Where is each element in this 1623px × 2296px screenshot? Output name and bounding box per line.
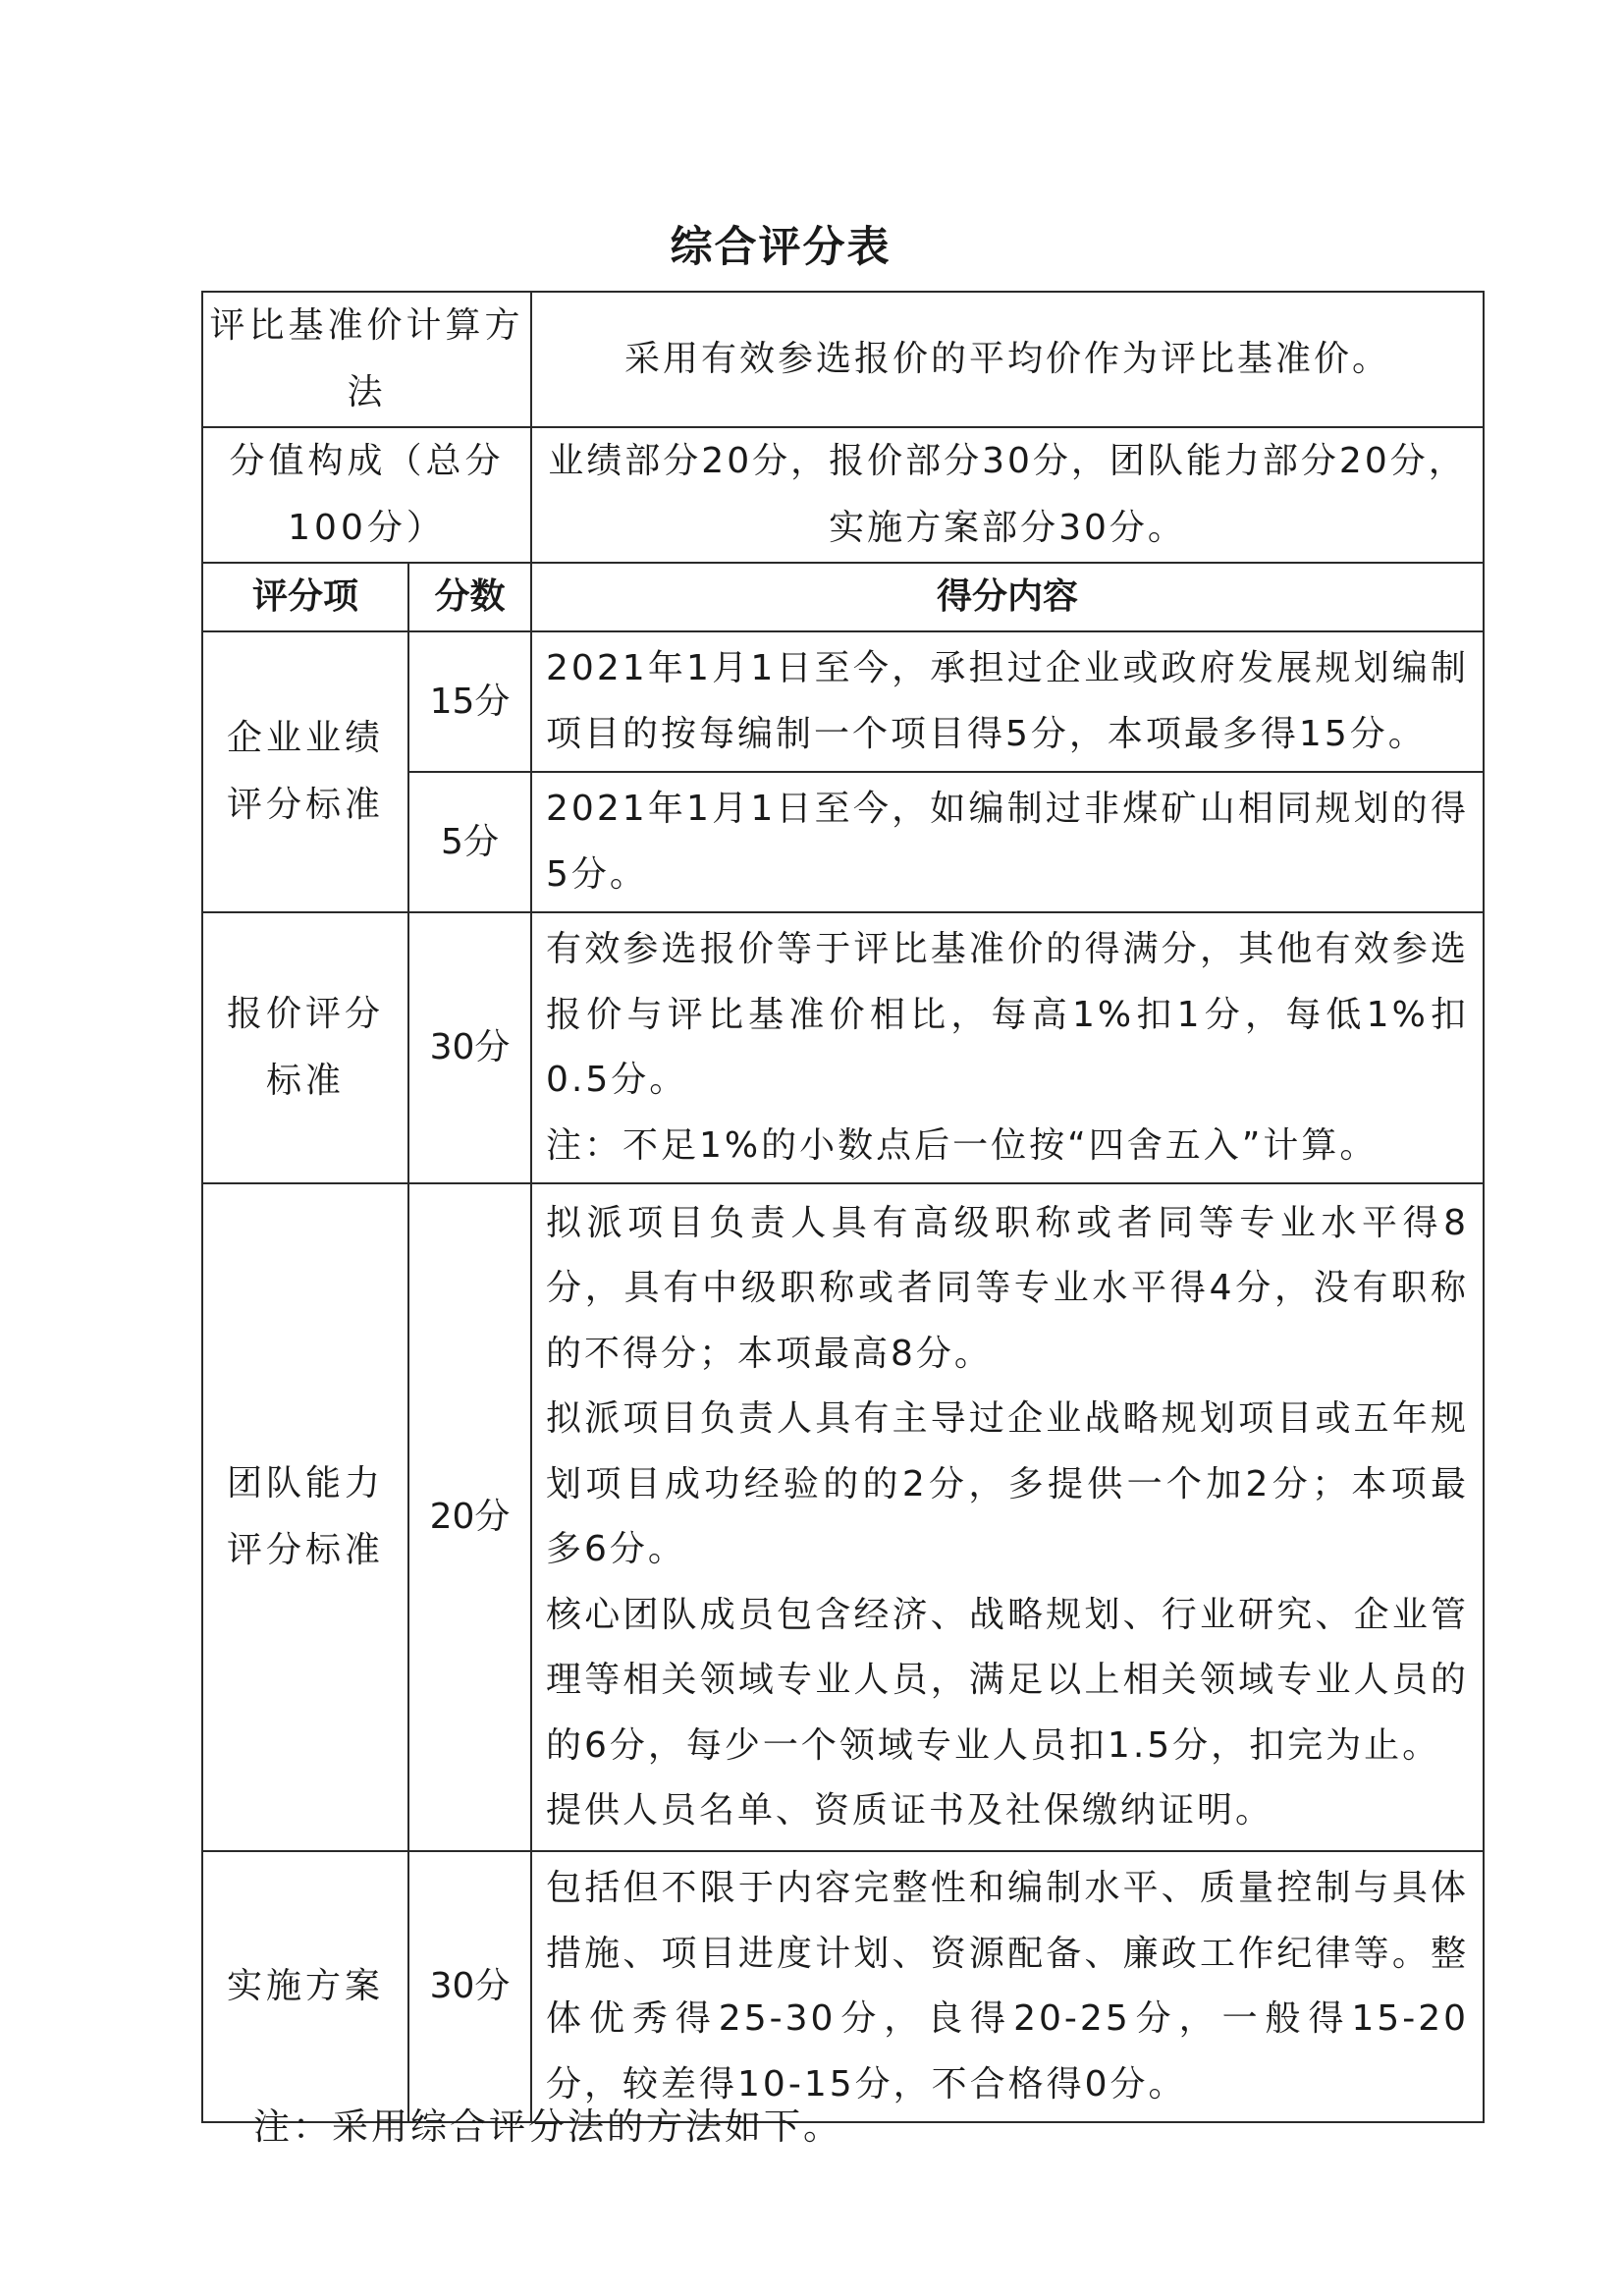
table-row-team bbox=[202, 1183, 1484, 1851]
header-content: 得分内容 bbox=[531, 563, 1484, 631]
composition-label: 分值构成（总分100分） bbox=[202, 427, 531, 563]
price-label: 报价评分标准 bbox=[202, 912, 408, 1183]
team-paragraph-3: 核心团队成员包含经济、战略规划、行业研究、企业管理等相关领域专业人员，满足以上相关领域专业人员的的6分，每少一个领域专业人员扣1.5分，扣完为止。 bbox=[546, 1594, 1470, 1766]
header-score: 分数 bbox=[408, 563, 531, 631]
page-title: 综合评分表 bbox=[670, 223, 892, 272]
table-row-benchmark bbox=[202, 292, 1484, 427]
price-score: 30分 bbox=[408, 912, 531, 1183]
performance-score-2: 5分 bbox=[408, 772, 531, 912]
plan-score: 30分 bbox=[408, 1851, 531, 2122]
team-content bbox=[531, 1183, 1484, 1851]
team-paragraph-1: 拟派项目负责人具有高级职称或者同等专业水平得8分，具有中级职称或者同等专业水平得4分，没有职称的不得分；本项最高8分。 bbox=[546, 1202, 1470, 1374]
performance-text-1: 2021年1月1日至今，承担过企业或政府发展规划编制项目的按每编制一个项目得5分，本项最多得15分。 bbox=[531, 631, 1484, 772]
team-score: 20分 bbox=[408, 1183, 531, 1851]
table-row-plan bbox=[202, 1851, 1484, 2122]
team-paragraph-2: 拟派项目负责人具有主导过企业战略规划项目或五年规划项目成功经验的的2分，多提供一个加2分；本项最多6分。 bbox=[546, 1398, 1470, 1569]
table-row-performance-1 bbox=[202, 631, 1484, 772]
team-label: 团队能力评分标准 bbox=[202, 1183, 408, 1851]
plan-text: 包括但不限于内容完整性和编制水平、质量控制与具体措施、项目进度计划、资源配备、廉政工作纪律等。整体优秀得25-30分，良得20-25分，一般得15-20分，较差得10-15分，不合格得0分。 bbox=[531, 1851, 1484, 2122]
team-paragraph-4: 提供人员名单、资质证书及社保缴纳证明。 bbox=[546, 1790, 1274, 1831]
performance-label: 企业业绩评分标准 bbox=[202, 631, 408, 912]
header-item: 评分项 bbox=[202, 563, 408, 631]
footnote: 注：采用综合评分法的方法如下。 bbox=[253, 2105, 842, 2148]
performance-text-2: 2021年1月1日至今，如编制过非煤矿山相同规划的得5分。 bbox=[531, 772, 1484, 912]
table-row-composition bbox=[202, 427, 1484, 563]
price-paragraph-2: 注：不足1%的小数点后一位按“四舍五入”计算。 bbox=[546, 1124, 1379, 1166]
table-header-row bbox=[202, 563, 1484, 631]
benchmark-label: 评比基准价计算方法 bbox=[202, 292, 531, 427]
price-content bbox=[531, 912, 1484, 1183]
scoring-table bbox=[201, 291, 1485, 2123]
performance-score-1: 15分 bbox=[408, 631, 531, 772]
plan-label: 实施方案 bbox=[202, 1851, 408, 2122]
table-row-price bbox=[202, 912, 1484, 1183]
composition-content: 业绩部分20分，报价部分30分，团队能力部分20分，实施方案部分30分。 bbox=[531, 427, 1484, 563]
benchmark-content: 采用有效参选报价的平均价作为评比基准价。 bbox=[531, 292, 1484, 427]
price-paragraph-1: 有效参选报价等于评比基准价的得满分，其他有效参选报价与评比基准价相比，每高1%扣1分，每低1%扣0.5分。 bbox=[546, 929, 1470, 1100]
